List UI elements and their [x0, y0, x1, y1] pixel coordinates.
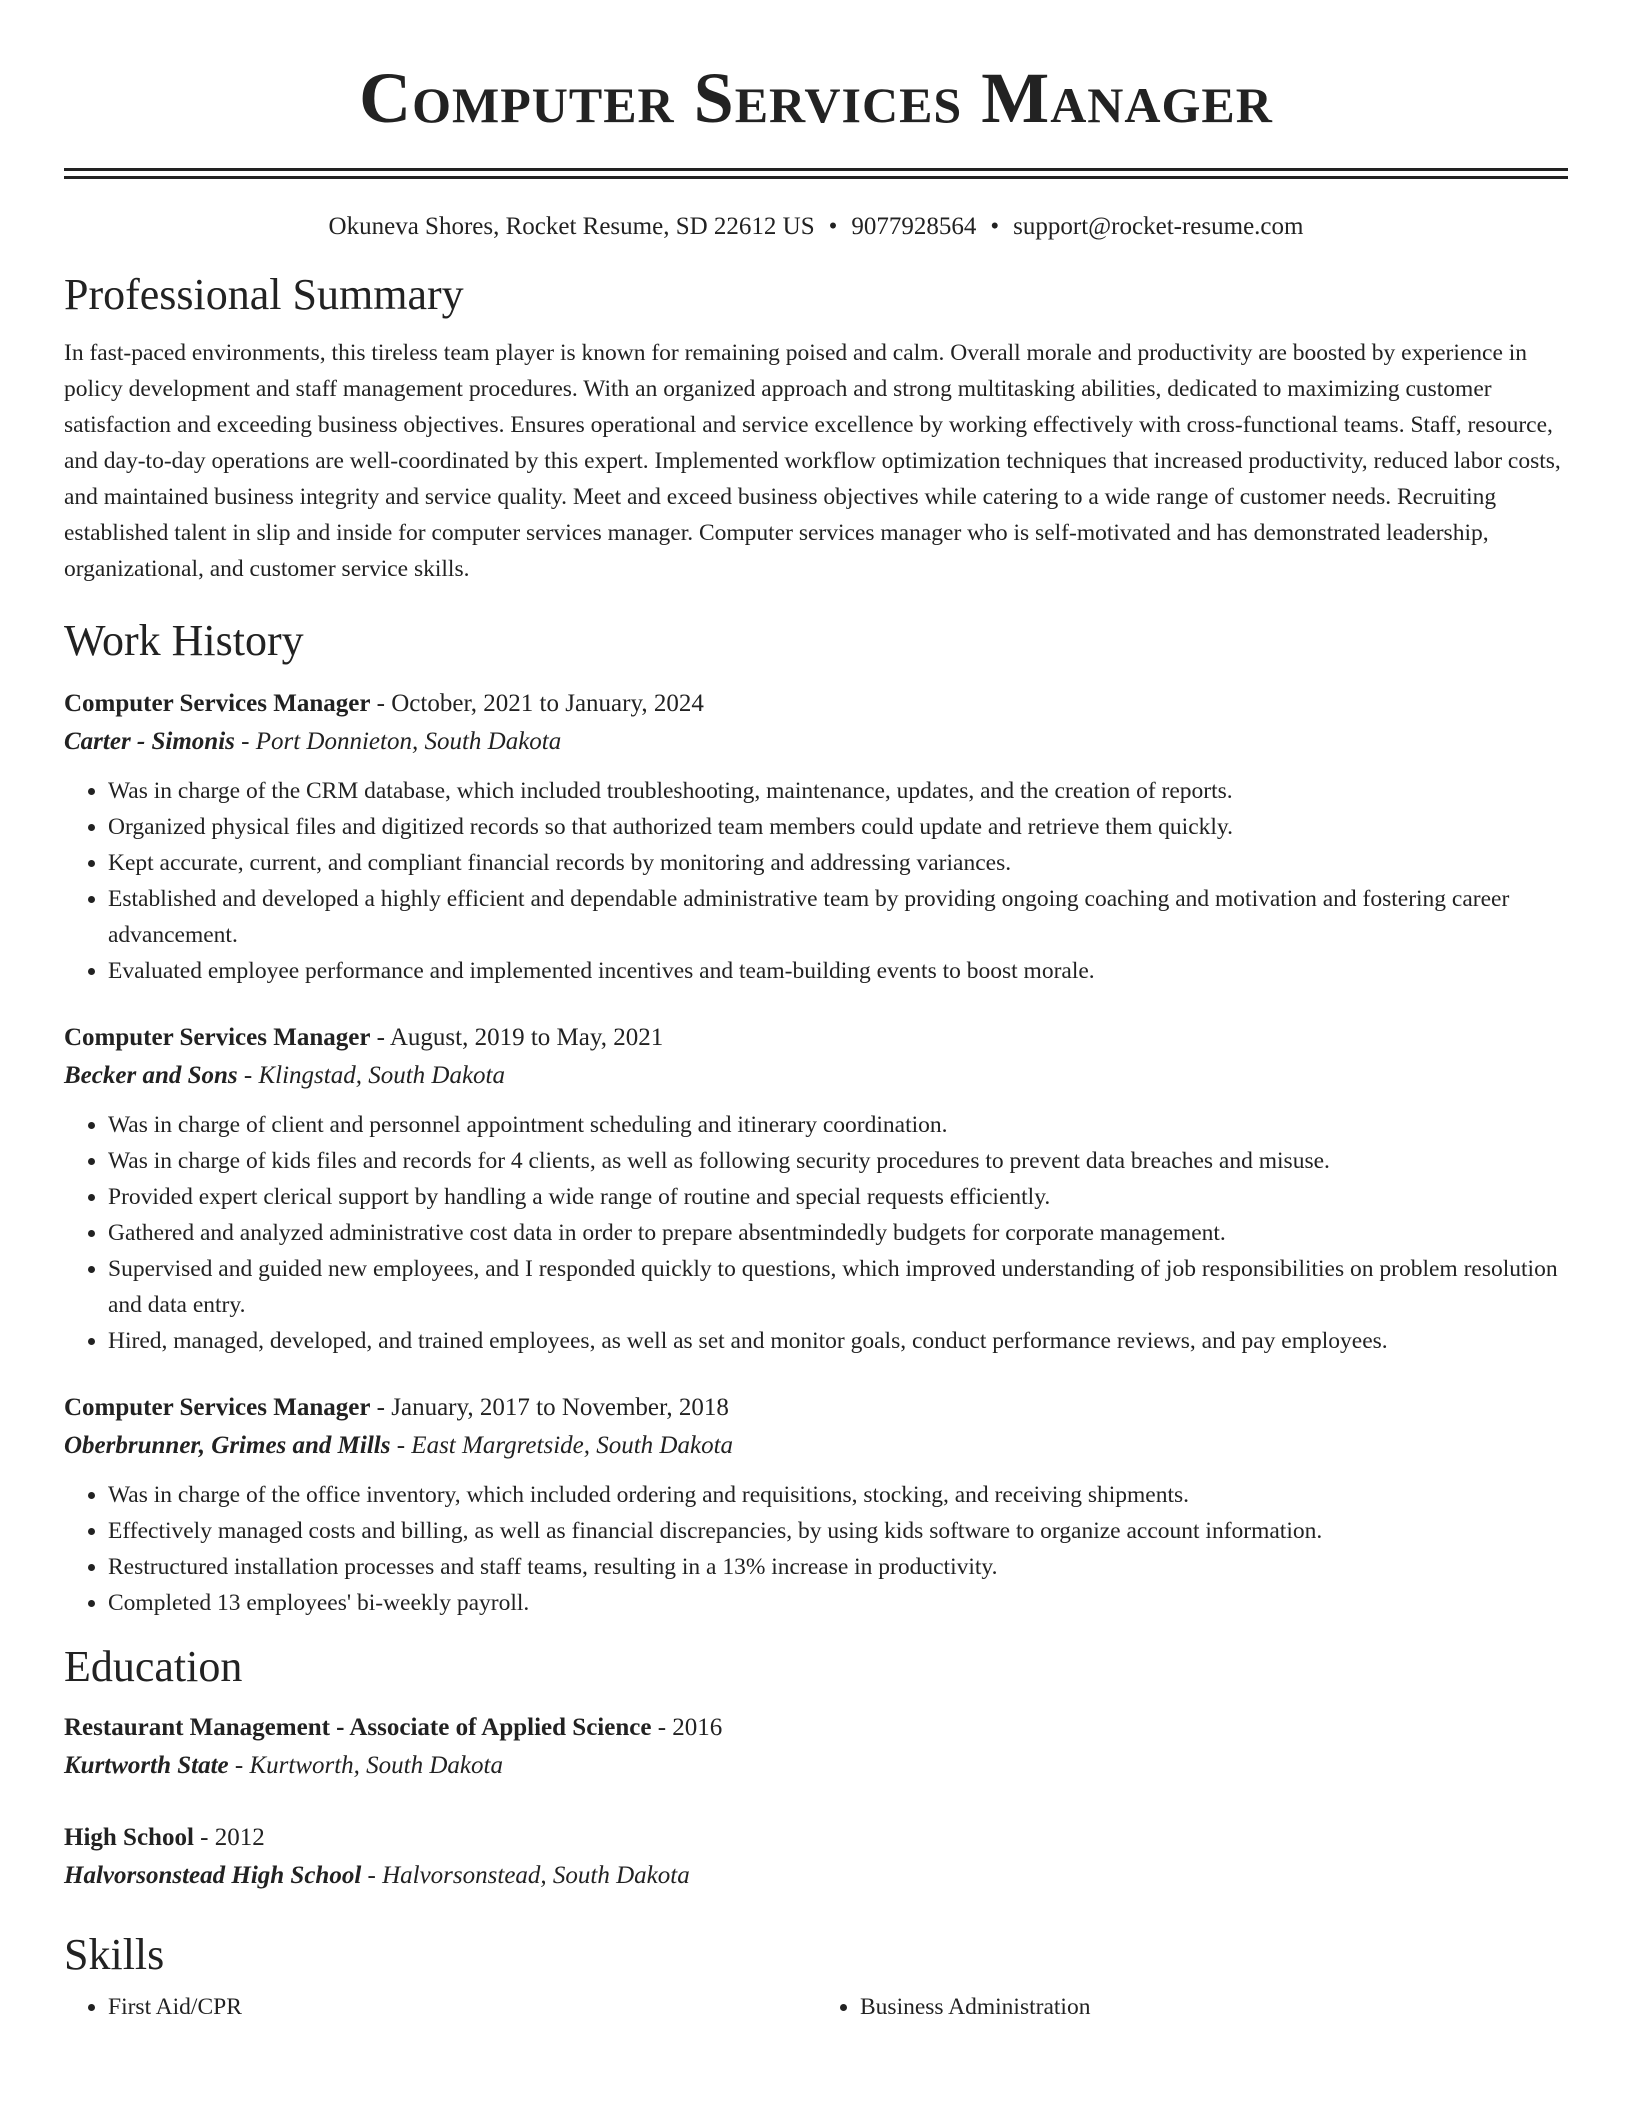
degree-year: - 2016 — [651, 1714, 723, 1741]
work-history-section — [64, 615, 1568, 1621]
job-entry — [64, 1019, 1568, 1359]
job-bullet: • Established and developed a highly efficient and dependable administrative team by providing ongoing coaching and motivation and fostering career advancement. — [108, 881, 1568, 953]
job-bullet: • Gathered and analyzed administrative cost data in order to prepare absentmindedly budgets for corporate management. — [108, 1215, 1568, 1251]
employer-name: Becker and Sons — [64, 1062, 238, 1089]
employer-location: - East Margretside, South Dakota — [390, 1432, 734, 1459]
skills-left-column — [64, 1989, 816, 2025]
degree-name: Restaurant Management - Associate of Applied Science — [64, 1714, 652, 1741]
job-bullets — [64, 1107, 1568, 1359]
job-bullets — [64, 773, 1568, 989]
job-bullet: • Kept accurate, current, and compliant financial records by monitoring and addressing variances. — [108, 845, 1568, 881]
job-bullet: • Supervised and guided new employees, and I responded quickly to questions, which improved understanding of job responsibilities on problem resolution and data entry. — [108, 1251, 1568, 1323]
summary-text: In fast-paced environments, this tireless team player is known for remaining poised and calm. Overall morale and productivity are boosted by experience in policy development and staff management procedures. With an organized approach and strong multitasking abilities, dedicated to maximizing customer satisfaction and exceeding business objectives. Ensures operational and service excellence by working effectively with cross-functional teams. Staff, resource, and day-to-day operations are well-coordinated by this expert. Implemented workflow optimization techniques that increased productivity, reduced labor costs, and maintained business integrity and service quality. Meet and exceed business objectives while catering to a wide range of customer needs. Recruiting established talent in slip and inside for computer services manager. Computer services manager who is self-motivated and has demonstrated leadership, organizational, and customer service skills. — [64, 340, 1561, 582]
degree-name: High School — [64, 1824, 194, 1851]
job-bullets — [64, 1477, 1568, 1621]
summary-heading: Professional Summary — [64, 270, 464, 319]
education-section — [64, 1641, 1568, 1895]
job-title: Computer Services Manager — [64, 1024, 371, 1051]
job-title-line — [64, 685, 1568, 723]
job-entry — [64, 1389, 1568, 1621]
title-divider — [64, 168, 1568, 179]
job-bullet: • Effectively managed costs and billing, as well as financial discrepancies, by using kids software to organize account information. — [108, 1513, 1568, 1549]
skill-item: • First Aid/CPR — [108, 1989, 816, 2025]
job-bullet: • Was in charge of client and personnel appointment scheduling and itinerary coordination. — [108, 1107, 1568, 1143]
skill-item: • Business Administration — [860, 1989, 1568, 2025]
school-line — [64, 1747, 1568, 1785]
resume-title: Computer Services Manager — [359, 58, 1273, 138]
skills-columns — [64, 1989, 1568, 2025]
job-bullet: • Evaluated employee performance and implemented incentives and team-building events to boost morale. — [108, 953, 1568, 989]
degree-line — [64, 1709, 1568, 1747]
employer-line — [64, 723, 1568, 761]
contact-line — [64, 211, 1568, 243]
employer-location: - Port Donnieton, South Dakota — [234, 728, 562, 755]
school-line — [64, 1857, 1568, 1895]
contact-phone: 9077928564 — [851, 213, 977, 240]
education-heading: Education — [64, 1642, 243, 1691]
contact-separator: • — [990, 213, 1000, 240]
degree-year: - 2012 — [193, 1824, 265, 1851]
employer-location: - Klingstad, South Dakota — [237, 1062, 505, 1089]
contact-address: Okuneva Shores, Rocket Resume, SD 22612 US — [328, 213, 815, 240]
education-entry — [64, 1819, 1568, 1895]
contact-separator: • — [828, 213, 838, 240]
job-bullet: • Restructured installation processes and staff teams, resulting in a 13% increase in productivity. — [108, 1549, 1568, 1585]
employer-line — [64, 1427, 1568, 1465]
degree-line — [64, 1819, 1568, 1857]
skills-section — [64, 1929, 1568, 2025]
education-entry — [64, 1709, 1568, 1785]
contact-email: support@rocket-resume.com — [1013, 213, 1304, 240]
job-bullet: • Was in charge of kids files and records for 4 clients, as well as following security procedures to prevent data breaches and misuse. — [108, 1143, 1568, 1179]
skills-right-column — [816, 1989, 1568, 2025]
employer-name: Oberbrunner, Grimes and Mills — [64, 1432, 391, 1459]
job-dates: - October, 2021 to January, 2024 — [370, 690, 704, 717]
job-title-line — [64, 1389, 1568, 1427]
job-title-line — [64, 1019, 1568, 1057]
job-entry — [64, 685, 1568, 989]
employer-name: Carter - Simonis — [64, 728, 235, 755]
job-bullet: • Provided expert clerical support by handling a wide range of routine and special requests efficiently. — [108, 1179, 1568, 1215]
school-location: - Halvorsonstead, South Dakota — [361, 1862, 690, 1889]
job-dates: - August, 2019 to May, 2021 — [370, 1024, 664, 1051]
job-bullet: • Organized physical files and digitized records so that authorized team members could update and retrieve them quickly. — [108, 809, 1568, 845]
job-bullet: • Completed 13 employees' bi-weekly payroll. — [108, 1585, 1568, 1621]
job-bullet: • Was in charge of the CRM database, which included troubleshooting, maintenance, updates, and the creation of reports. — [108, 773, 1568, 809]
job-bullet: • Was in charge of the office inventory, which included ordering and requisitions, stocking, and receiving shipments. — [108, 1477, 1568, 1513]
job-dates: - January, 2017 to November, 2018 — [370, 1394, 729, 1421]
job-title: Computer Services Manager — [64, 1394, 371, 1421]
employer-line — [64, 1057, 1568, 1095]
school-location: - Kurtworth, South Dakota — [228, 1752, 503, 1779]
skills-heading: Skills — [64, 1930, 165, 1979]
job-bullet: • Hired, managed, developed, and trained employees, as well as set and monitor goals, conduct performance reviews, and pay employees. — [108, 1323, 1568, 1359]
summary-section — [64, 269, 1568, 587]
work-history-heading: Work History — [64, 616, 304, 665]
school-name: Halvorsonstead High School — [64, 1862, 362, 1889]
school-name: Kurtworth State — [64, 1752, 229, 1779]
job-title: Computer Services Manager — [64, 690, 371, 717]
